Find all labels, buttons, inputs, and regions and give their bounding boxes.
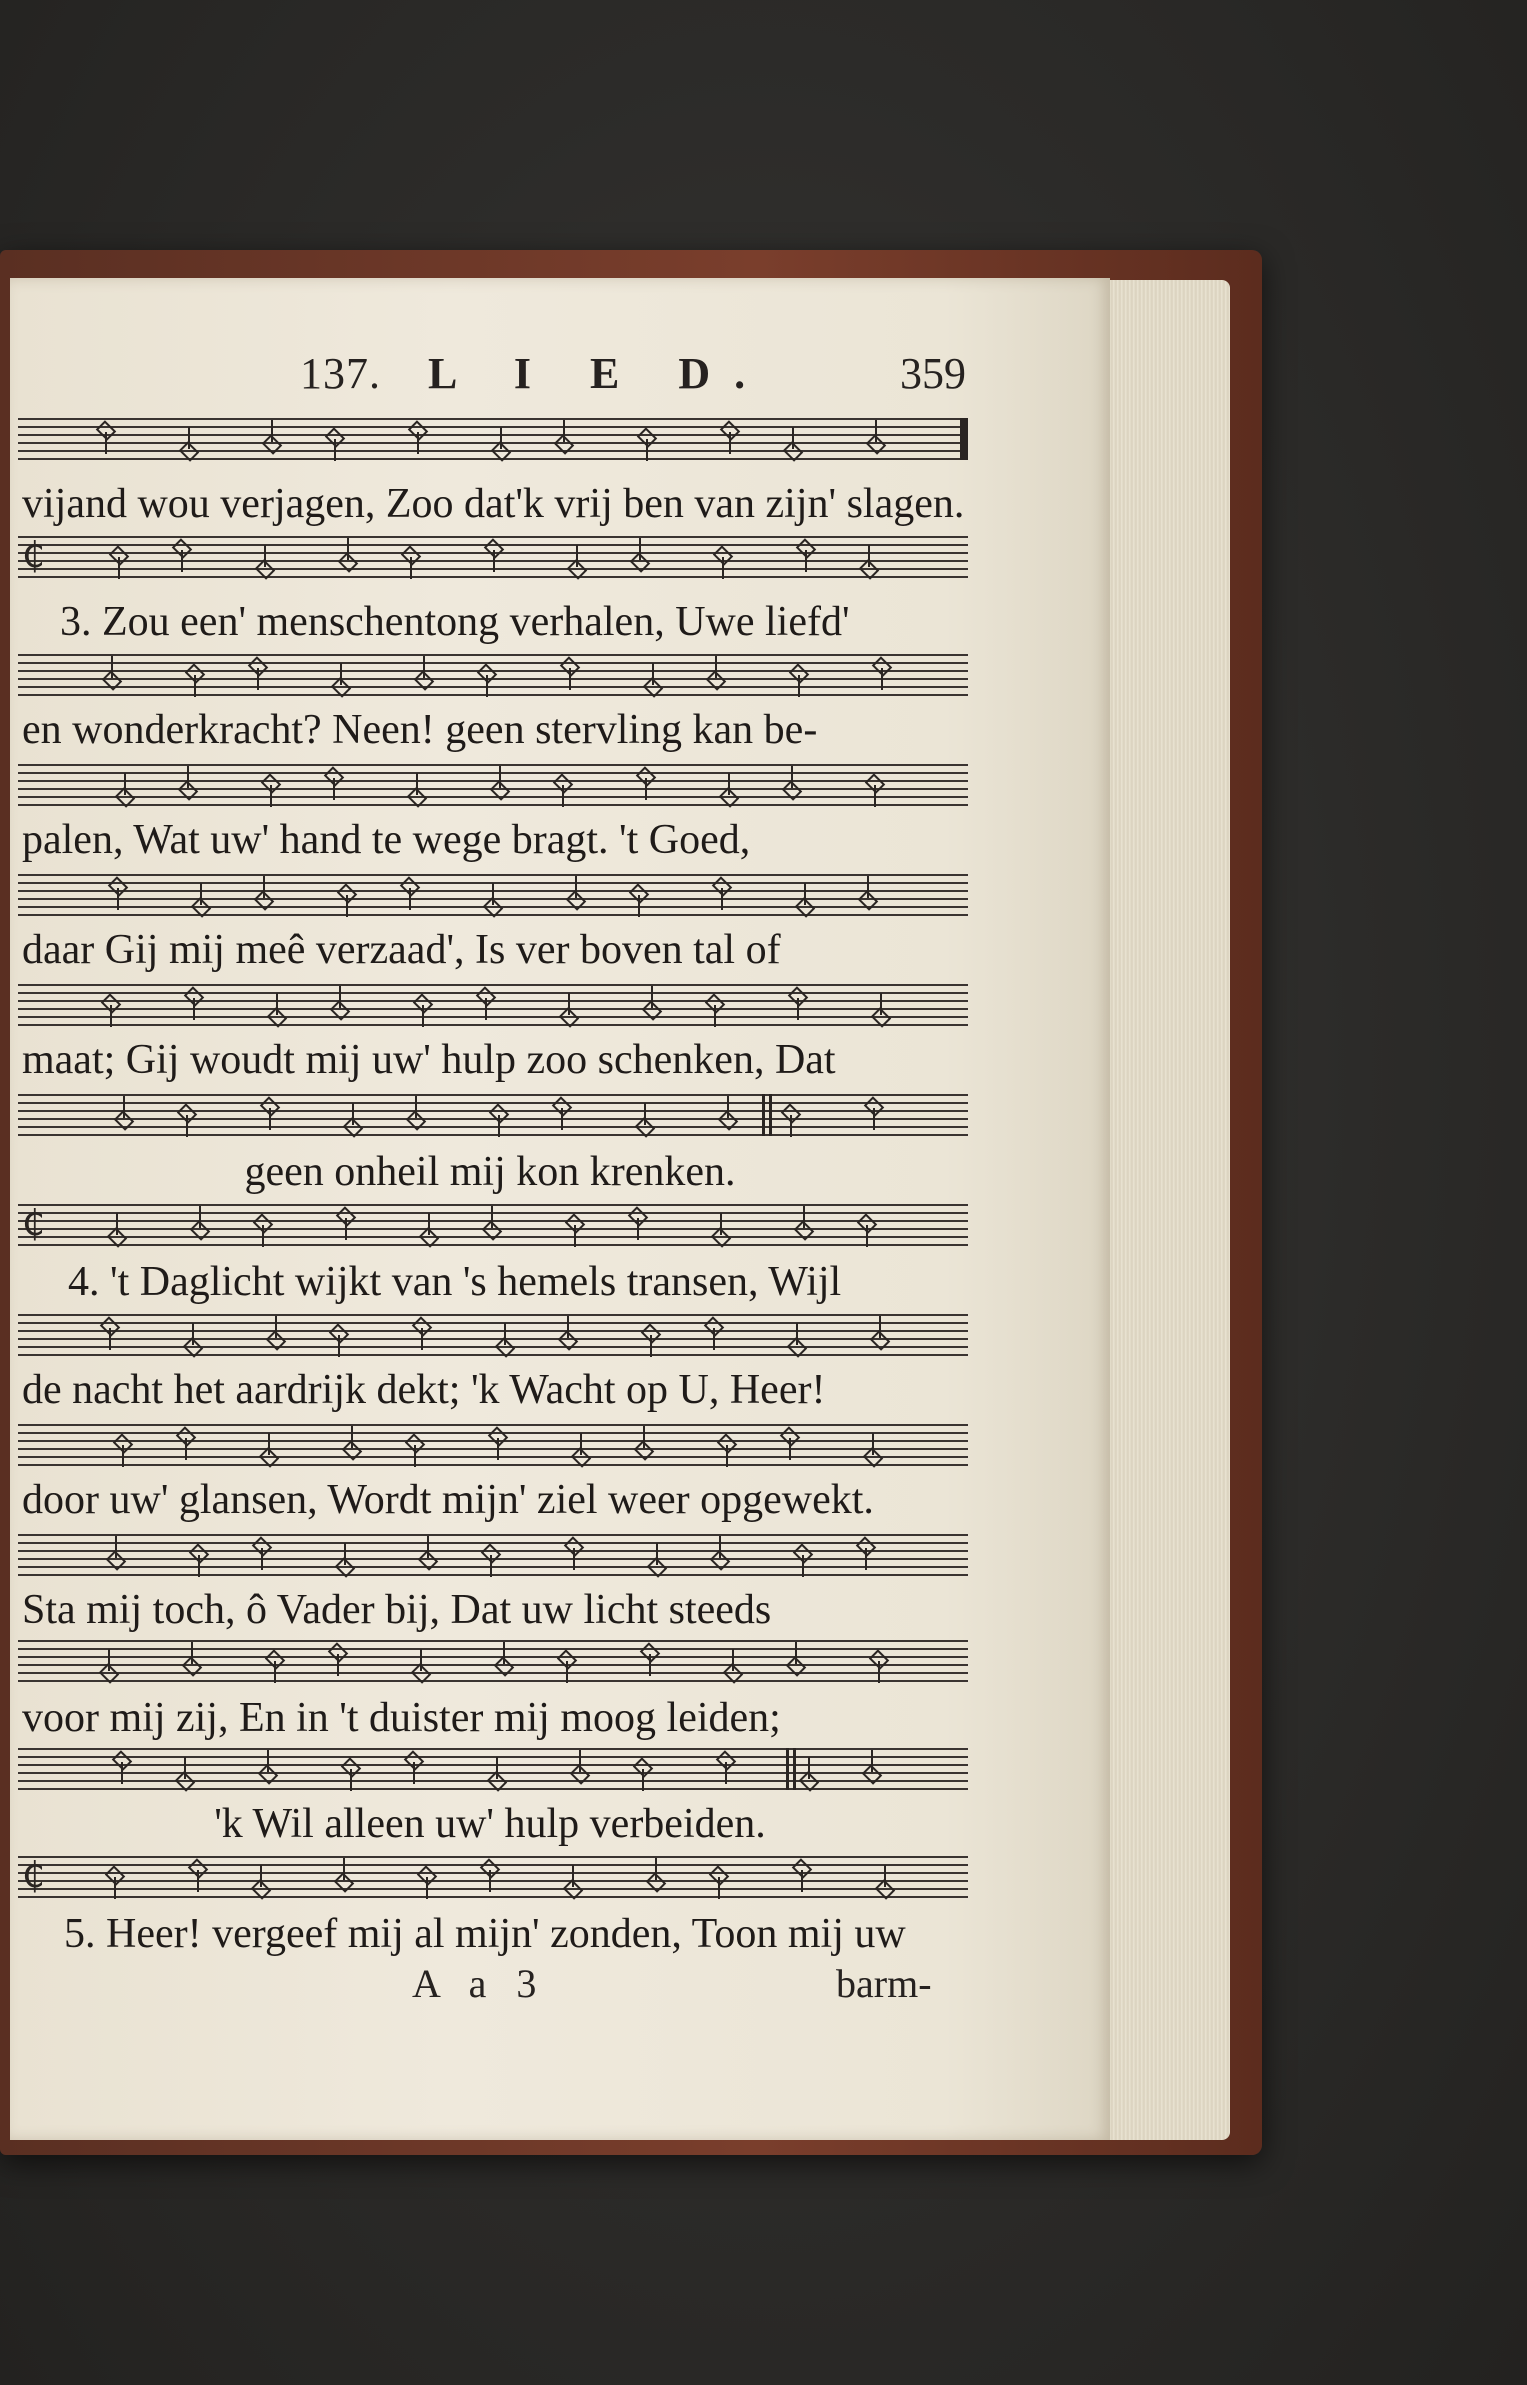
note-stem (262, 1225, 264, 1247)
note-stem (789, 1438, 791, 1460)
time-signature-icon: ₵ (22, 1203, 45, 1244)
lyric-line: voor mij zij, En in 't duister mij moog leiden; (22, 1695, 781, 1741)
lyric-line: de nacht het aardrijk dekt; 'k Wacht op U, Heer! (22, 1367, 826, 1413)
note-stem (340, 663, 342, 685)
note-stem (492, 883, 494, 905)
note-stem (503, 1642, 505, 1664)
note-stem (874, 785, 876, 807)
note-stem (873, 1108, 875, 1130)
note-stem (421, 1328, 423, 1350)
note-stem (728, 773, 730, 795)
note-stem (275, 1316, 277, 1338)
note-stem (187, 766, 189, 788)
note-stem (274, 1661, 276, 1683)
note-stem (881, 668, 883, 690)
note-stem (499, 766, 501, 788)
note-stem (878, 1661, 880, 1683)
note-stem (727, 1096, 729, 1118)
lyric-line: door uw' glansen, Wordt mijn' ziel weer opgewekt. (22, 1477, 874, 1523)
note-stem (655, 1858, 657, 1880)
note-stem (268, 1433, 270, 1455)
note-stem (184, 1757, 186, 1779)
note-stem (486, 675, 488, 697)
music-staff (18, 874, 968, 916)
music-staff (18, 1204, 968, 1246)
note-stem (732, 1649, 734, 1671)
note-stem (790, 1115, 792, 1137)
note-stem (423, 656, 425, 678)
note-stem (651, 986, 653, 1008)
page-footer (0, 1960, 980, 2010)
music-staff (18, 1534, 968, 1576)
note-stem (504, 1323, 506, 1345)
note-stem (413, 1762, 415, 1784)
note-stem (263, 876, 265, 898)
note-stem (721, 888, 723, 910)
note-stem (493, 550, 495, 572)
page-number: 359 (900, 349, 966, 398)
note-stem (791, 766, 793, 788)
music-staff (18, 1856, 968, 1898)
note-stem (485, 998, 487, 1020)
note-stem (124, 773, 126, 795)
note-stem (803, 1206, 805, 1228)
note-stem (181, 550, 183, 572)
music-staff (18, 984, 968, 1026)
note-stem (269, 1108, 271, 1130)
note-stem (350, 1769, 352, 1791)
note-stem (191, 1642, 193, 1664)
music-staff (18, 1314, 968, 1356)
note-stem (714, 1005, 716, 1027)
note-stem (198, 1555, 200, 1577)
note-stem (496, 1757, 498, 1779)
note-stem (562, 785, 564, 807)
note-stem (804, 883, 806, 905)
note-stem (868, 545, 870, 567)
note-stem (427, 1536, 429, 1558)
note-stem (795, 1642, 797, 1664)
catchword: barm- (836, 1961, 932, 2006)
note-stem (344, 1543, 346, 1565)
note-stem (715, 656, 717, 678)
music-staff (18, 536, 968, 578)
note-stem (867, 876, 869, 898)
note-stem (410, 557, 412, 579)
note-stem (650, 1335, 652, 1357)
note-stem (802, 1555, 804, 1577)
lyric-line: geen onheil mij kon krenken. (244, 1149, 736, 1195)
note-stem (422, 1005, 424, 1027)
page-block-edge (1090, 280, 1230, 2140)
note-stem (569, 668, 571, 690)
note-stem (409, 888, 411, 910)
music-staff (18, 1424, 968, 1466)
note-stem (351, 1426, 353, 1448)
note-stem (579, 1750, 581, 1772)
note-stem (567, 1316, 569, 1338)
note-stem (805, 550, 807, 572)
note-stem (726, 1445, 728, 1467)
note-stem (117, 888, 119, 910)
music-staff (18, 418, 968, 460)
note-stem (122, 1445, 124, 1467)
lyric-line: maat; Gij woudt mij uw' hulp zoo schenken, Dat (22, 1037, 836, 1083)
note-stem (575, 876, 577, 898)
time-signature-icon: ₵ (22, 1855, 45, 1896)
lyric-line: 4. 't Daglicht wijkt van 's hemels transen, Wijl (68, 1259, 842, 1305)
note-stem (333, 778, 335, 800)
note-stem (497, 1438, 499, 1460)
note-stem (880, 993, 882, 1015)
note-stem (491, 1206, 493, 1228)
note-stem (347, 538, 349, 560)
note-stem (563, 420, 565, 442)
hymn-title: L I E D. (428, 349, 770, 398)
lyric-line: daar Gij mij meê verzaad', Is ver boven tal of (22, 927, 781, 973)
note-stem (188, 427, 190, 449)
lyric-line: Sta mij toch, ô Vader bij, Dat uw licht steeds (22, 1587, 772, 1633)
note-stem (271, 420, 273, 442)
note-stem (121, 1762, 123, 1784)
note-stem (346, 895, 348, 917)
note-stem (572, 1865, 574, 1887)
note-stem (573, 1548, 575, 1570)
end-barline (960, 418, 968, 460)
note-stem (416, 773, 418, 795)
note-stem (500, 427, 502, 449)
note-stem (879, 1316, 881, 1338)
note-stem (642, 1769, 644, 1791)
note-stem (574, 1225, 576, 1247)
note-stem (656, 1543, 658, 1565)
note-stem (108, 1649, 110, 1671)
note-stem (267, 1750, 269, 1772)
note-stem (871, 1750, 873, 1772)
note-stem (498, 1115, 500, 1137)
note-stem (720, 1213, 722, 1235)
note-stem (865, 1548, 867, 1570)
note-stem (123, 1096, 125, 1118)
lyric-line: palen, Wat uw' hand te wege bragt. 't Goed, (22, 817, 751, 863)
note-stem (192, 1323, 194, 1345)
note-stem (566, 1661, 568, 1683)
note-stem (428, 1213, 430, 1235)
note-stem (725, 1762, 727, 1784)
note-stem (489, 1870, 491, 1892)
note-stem (111, 656, 113, 678)
music-staff (18, 764, 968, 806)
note-stem (118, 557, 120, 579)
note-stem (197, 1870, 199, 1892)
note-stem (645, 778, 647, 800)
double-barline (762, 1094, 772, 1136)
note-stem (261, 1548, 263, 1570)
note-stem (576, 545, 578, 567)
note-stem (415, 1096, 417, 1118)
double-barline (786, 1748, 796, 1790)
note-stem (652, 663, 654, 685)
note-stem (110, 1005, 112, 1027)
note-stem (561, 1108, 563, 1130)
note-stem (638, 895, 640, 917)
note-stem (719, 1536, 721, 1558)
note-stem (337, 1654, 339, 1676)
note-stem (639, 538, 641, 560)
music-staff (18, 1094, 968, 1136)
note-stem (875, 420, 877, 442)
note-stem (115, 1536, 117, 1558)
note-stem (334, 439, 336, 461)
note-stem (194, 675, 196, 697)
note-stem (200, 883, 202, 905)
note-stem (872, 1433, 874, 1455)
note-stem (114, 1877, 116, 1899)
note-stem (808, 1757, 810, 1779)
music-staff (18, 1748, 968, 1790)
note-stem (644, 1103, 646, 1125)
music-staff (18, 654, 968, 696)
lyric-line: vijand wou verjagen, Zoo dat'k vrij ben van zijn' slagen. (22, 481, 965, 527)
note-stem (866, 1225, 868, 1247)
lyric-line: en wonderkracht? Neen! geen stervling kan be- (22, 707, 818, 753)
note-stem (713, 1328, 715, 1350)
note-stem (345, 1218, 347, 1240)
note-stem (643, 1426, 645, 1448)
lyric-line: 5. Heer! vergeef mij al mijn' zonden, Toon mij uw (64, 1911, 906, 1957)
time-signature-icon: ₵ (22, 535, 45, 576)
page-header (0, 348, 980, 398)
note-stem (580, 1433, 582, 1455)
note-stem (338, 1335, 340, 1357)
note-stem (264, 545, 266, 567)
note-stem (417, 432, 419, 454)
note-stem (649, 1654, 651, 1676)
note-stem (343, 1858, 345, 1880)
music-staff (18, 1640, 968, 1682)
note-stem (722, 557, 724, 579)
note-stem (116, 1213, 118, 1235)
lyric-line: 3. Zou een' menschentong verhalen, Uwe liefd' (60, 599, 850, 645)
signature-mark: A a 3 (412, 1961, 547, 2006)
note-stem (276, 993, 278, 1015)
lyric-line: 'k Wil alleen uw' hulp verbeiden. (214, 1801, 766, 1847)
note-stem (637, 1218, 639, 1240)
note-stem (414, 1445, 416, 1467)
note-stem (884, 1865, 886, 1887)
note-stem (729, 432, 731, 454)
note-stem (568, 993, 570, 1015)
note-stem (801, 1870, 803, 1892)
note-stem (185, 1438, 187, 1460)
note-stem (420, 1649, 422, 1671)
note-stem (796, 1323, 798, 1345)
note-stem (426, 1877, 428, 1899)
note-stem (490, 1555, 492, 1577)
note-stem (193, 998, 195, 1020)
note-stem (646, 439, 648, 461)
note-stem (792, 427, 794, 449)
note-stem (260, 1865, 262, 1887)
note-stem (352, 1103, 354, 1125)
note-stem (270, 785, 272, 807)
note-stem (797, 998, 799, 1020)
note-stem (257, 668, 259, 690)
hymn-number: 137. (300, 349, 381, 398)
note-stem (199, 1206, 201, 1228)
note-stem (109, 1328, 111, 1350)
note-stem (339, 986, 341, 1008)
note-stem (186, 1115, 188, 1137)
note-stem (798, 675, 800, 697)
note-stem (105, 432, 107, 454)
note-stem (718, 1877, 720, 1899)
